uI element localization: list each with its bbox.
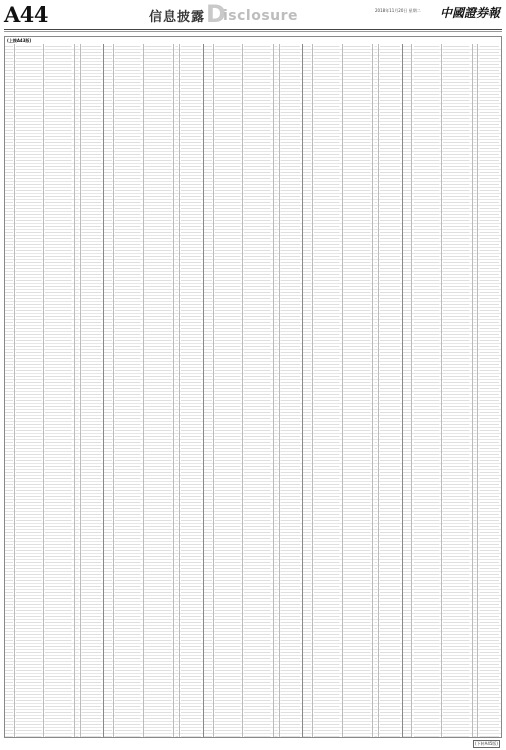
continuation-footer: (下转A45版) bbox=[475, 741, 498, 746]
table-grid bbox=[5, 44, 501, 737]
table-column bbox=[402, 44, 501, 737]
section-title-cn: 信息披露 bbox=[149, 10, 206, 25]
disclosure-table bbox=[4, 36, 502, 738]
section-title-en-initial: D bbox=[206, 0, 226, 28]
header-rule bbox=[4, 29, 502, 30]
table-column bbox=[203, 44, 302, 737]
table-column bbox=[103, 44, 202, 737]
continuation-note: (上接A43版) bbox=[7, 38, 32, 43]
table-column bbox=[302, 44, 401, 737]
page-header bbox=[0, 0, 506, 30]
newspaper-logo: 中國證券報 bbox=[439, 6, 500, 20]
page-number: A44 bbox=[4, 2, 49, 27]
issue-date: 2018年11月20日 星期二 bbox=[375, 8, 421, 13]
section-title-en: isclosure bbox=[223, 8, 299, 24]
table-column bbox=[5, 44, 103, 737]
header-rule-secondary bbox=[4, 31, 502, 32]
